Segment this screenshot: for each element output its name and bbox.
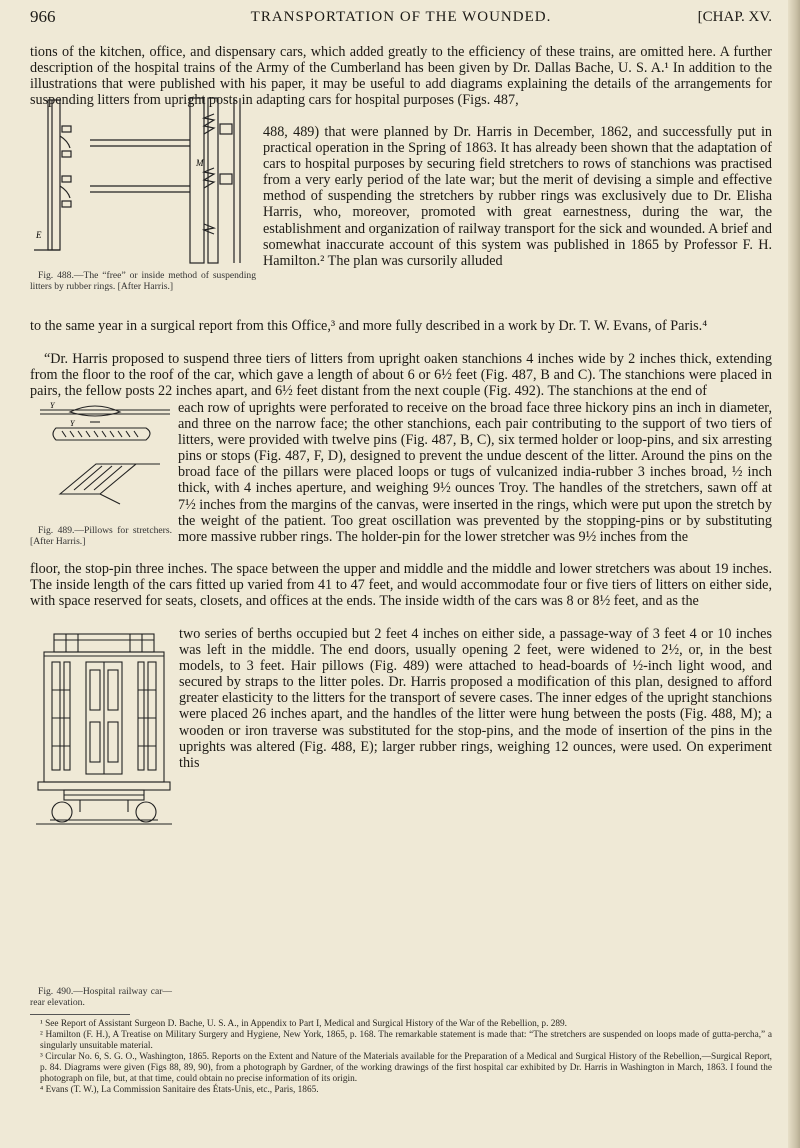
- caption-fig-489: Fig. 489.—Pillows for stretchers. [After Harris.]: [30, 525, 172, 547]
- label-y-middle: Y: [70, 419, 75, 428]
- paragraph-intro: tions of the kitchen, office, and dispensary cars, which added greatly to the efficiency of these trains, are omitted here. A further description of the hospital trains of the Army of the Cumberland has been given by Dr. Dallas Bache, U. S. A.¹ In addition to the illustrations that were published with his paper, it may be useful to add diagrams explaining the details of the arrangements for suspending litters from upright posts in adapting cars for hospital purposes (Figs. 487,: [30, 44, 772, 109]
- footnote-3: ³ Circular No. 6, S. G. O., Washington, 1865. Reports on the Extent and Nature of the Materials available for the Preparation of a Medical and Surgical History of the Rebellion,—Surgical Report, p. 84. Diagrams were given (Figs 88, 89, 90), from a photograph by Gardner, of the working drawings of the first hospital car exhibited by Dr. Harris in Washington in March, 1863. I found the photograph on file, but, at that time, could obtain no precise information of its origin.: [40, 1052, 772, 1084]
- label-y-top: Y: [50, 401, 55, 410]
- paragraph-modification: two series of berths occupied but 2 feet 4 inches on either side, a passage-way of 3 feet 4 or 10 inches was left in the middle. The end doors, usually opening 2 feet, were widened to 2½, or, in the best models, to 3 feet. Hair pillows (Fig. 489) were attached to head-boards of ½-inch light wood, and secured by straps to the litter poles. Dr. Harris proposed a modification of this plan, designed to afford greater elasticity to the litters for the transport of severe cases. The inner edges of the upright stanchions were placed 26 inches apart, and the handles of the litter were hung between the posts (Fig. 488, M); a wooden or iron traverse was substituted for the stop-pins, and the mode of insertion of the pins in the uprights was altered (Fig. 488, E); larger rubber rings, weighing 12 ounces, were used. On experiment this: [179, 626, 772, 771]
- caption-fig-490: Fig. 490.—Hospital railway car—rear elevation.: [30, 986, 172, 1008]
- chapter-label: [CHAP. XV.: [697, 9, 772, 25]
- running-title: TRANSPORTATION OF THE WOUNDED.: [250, 9, 552, 25]
- label-e: E: [36, 230, 42, 240]
- paragraph-pins-and-rings: each row of uprights were perforated to receive on the broad face three hickory pins an inch in diameter, and three on the narrow face; the other stanchions, each pair contributing to the support of two tiers of litters, were provided with twelve pins (Fig. 487, B, C), six termed holder or loop-pins, and six arresting pins or stops (Fig. 487, F, D), designed to prevent the undue descent of the litter. Around the pins on the broad face of the pillars were placed loops or tugs of vulcanized india-rubber 3 inches broad, ½ inch thick, with 4 inches aperture, and weighing 9½ ounces Troy. The handles of the stretchers, sawn off at 7½ inches from the margins of the canvas, were inserted in the rings, which were put upon the stretch by the weight of the patient. Too great oscillation was prevented by the stopping-pins or by substituting more massive rubber rings. The holder-pin for the lower stretcher was 9½ inches from the: [178, 400, 772, 545]
- label-m: M: [196, 158, 204, 168]
- page-number: 966: [30, 7, 56, 26]
- paragraph-harris-method: 488, 489) that were planned by Dr. Harris in December, 1862, and successfully put in practical operation in the Spring of 1863. It has already been shown that the adaptation of cars to hospital purposes by securing field stretchers to rows of stanchions was practised from a very early period of the late war; but the merit of devising a simple and effective method of suspending the stretchers by rubber rings was exclusively due to Dr. Elisha Harris, who, moreover, promoted with great earnestness, during the war, the establishment and organization of railway transport for the sick and wounded. A brief and somewhat inaccurate account of this system was published in 1865 by Professor F. H. Hamilton.² The plan was cursorily alluded: [263, 124, 772, 269]
- footnote-4: ⁴ Evans (T. W.), La Commission Sanitaire des États-Unis, etc., Paris, 1865.: [40, 1085, 319, 1095]
- footnote-1: ¹ See Report of Assistant Surgeon D. Bache, U. S. A., in Appendix to Part I, Medical and Surgical History of the War of the Rebellion, p. 289.: [40, 1019, 567, 1029]
- footnotes: [30, 1019, 772, 1096]
- paragraph-references: to the same year in a surgical report from this Office,³ and more fully described in a work by Dr. T. W. Evans, of Paris.⁴: [30, 318, 708, 334]
- figure-488: [30, 96, 262, 266]
- figure-489: [30, 398, 180, 518]
- paragraph-car-dimensions: floor, the stop-pin three inches. The space between the upper and middle and the middle and lower stretchers was about 19 inches. The inside length of the cars fitted up varied from 41 to 47 feet, and would accommodate four or five tiers of litters on either side, with space reserved for seats, closets, and offices at the ends. The inside width of the cars was 8 or 8½ feet, and as the: [30, 561, 772, 610]
- caption-fig-488: Fig. 488.—The “free” or inside method of suspending litters by rubber rings. [After Harris.]: [30, 270, 256, 292]
- footnote-rule: [30, 1014, 130, 1015]
- footnote-2: ² Hamilton (F. H.), A Treatise on Military Surgery and Hygiene, New York, 1865, p. 168. The remarkable statement is made that: “The stretchers are suspended on loops made of gutta-percha,” a singularly unsuitable material.: [40, 1030, 772, 1051]
- paragraph-stanchions: “Dr. Harris proposed to suspend three tiers of litters from upright oaken stanchions 4 inches wide by 2 inches thick, extending from the floor to the roof of the car, which gave a length of about 6 or 6½ feet (Fig. 487, B and C). The stanchions were placed in pairs, the fellow posts 22 inches apart, and 6½ feet distant from the next couple (Fig. 492). The stanchions at the end of: [30, 351, 772, 400]
- running-header: [30, 7, 772, 29]
- figure-490: [30, 630, 180, 955]
- page-edge: [788, 0, 800, 1148]
